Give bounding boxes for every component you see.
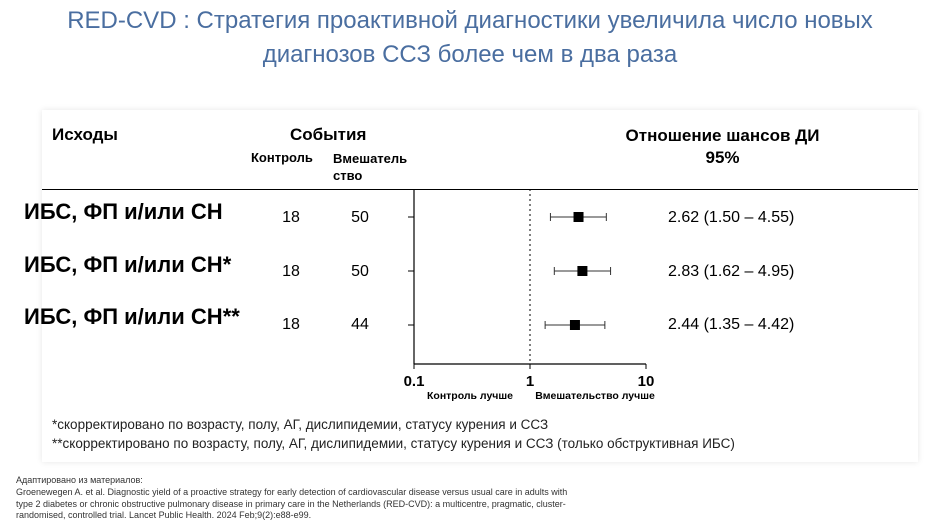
row-intervention-count: 44 — [351, 316, 369, 333]
header-odds-ratio: Отношение шансов ДИ 95% — [625, 126, 820, 167]
row-intervention-count: 50 — [351, 263, 369, 280]
row-ci-text: 2.44 (1.35 – 4.42) — [668, 316, 795, 333]
header-control: Контроль — [251, 150, 313, 165]
point-estimate — [574, 212, 584, 222]
slide-title: RED-CVD : Стратегия проактивной диагностики увеличила число новых диагнозов ССЗ более чем в два раза — [67, 7, 873, 68]
x-tick-label: 10 — [637, 373, 655, 390]
row-control-count: 18 — [282, 209, 300, 226]
row-intervention-count: 50 — [351, 209, 369, 226]
row-label: ИБС, ФП и/или СН* — [24, 252, 232, 277]
source-citation: Groenewegen A. et al. Diagnostic yield of a proactive strategy for early detection of cardiovascular disease versus usual care in adults with type 2 diabetes or chronic obstructive pulmonary disease in primary care in the Netherlands (RED-CVD): a multicentre, pragmatic, cluster-randomised, controlled trial. Lancet Public Health. 2024 Feb;9(2):e88-e99. — [16, 487, 568, 520]
row-ci-text: 2.62 (1.50 – 4.55) — [668, 209, 795, 226]
footnote: **скорректировано по возрасту, полу, АГ, дислипидемии, статусу курения и ССЗ (только обструктивная ИБС) — [52, 436, 735, 451]
row-ci-text: 2.83 (1.62 – 4.95) — [668, 263, 795, 280]
row-control-count: 18 — [282, 263, 300, 280]
x-tick-label: 0.1 — [403, 373, 425, 390]
source-heading: Адаптировано из материалов: — [16, 475, 143, 485]
x-label-right: Вмешательство лучше — [535, 390, 655, 402]
row-label: ИБС, ФП и/или СН — [24, 199, 223, 224]
point-estimate — [577, 266, 587, 276]
header-events: События — [290, 125, 367, 144]
row-control-count: 18 — [282, 316, 300, 333]
header-outcomes: Исходы — [52, 125, 118, 144]
footnote: *скорректировано по возрасту, полу, АГ, дислипидемии, статусу курения и ССЗ — [52, 417, 549, 432]
point-estimate — [570, 320, 580, 330]
header-intervention: Вмешатель ство — [333, 151, 408, 183]
x-label-left: Контроль лучше — [427, 390, 513, 402]
x-tick-label: 1 — [525, 373, 535, 390]
row-label: ИБС, ФП и/или СН** — [24, 304, 240, 329]
